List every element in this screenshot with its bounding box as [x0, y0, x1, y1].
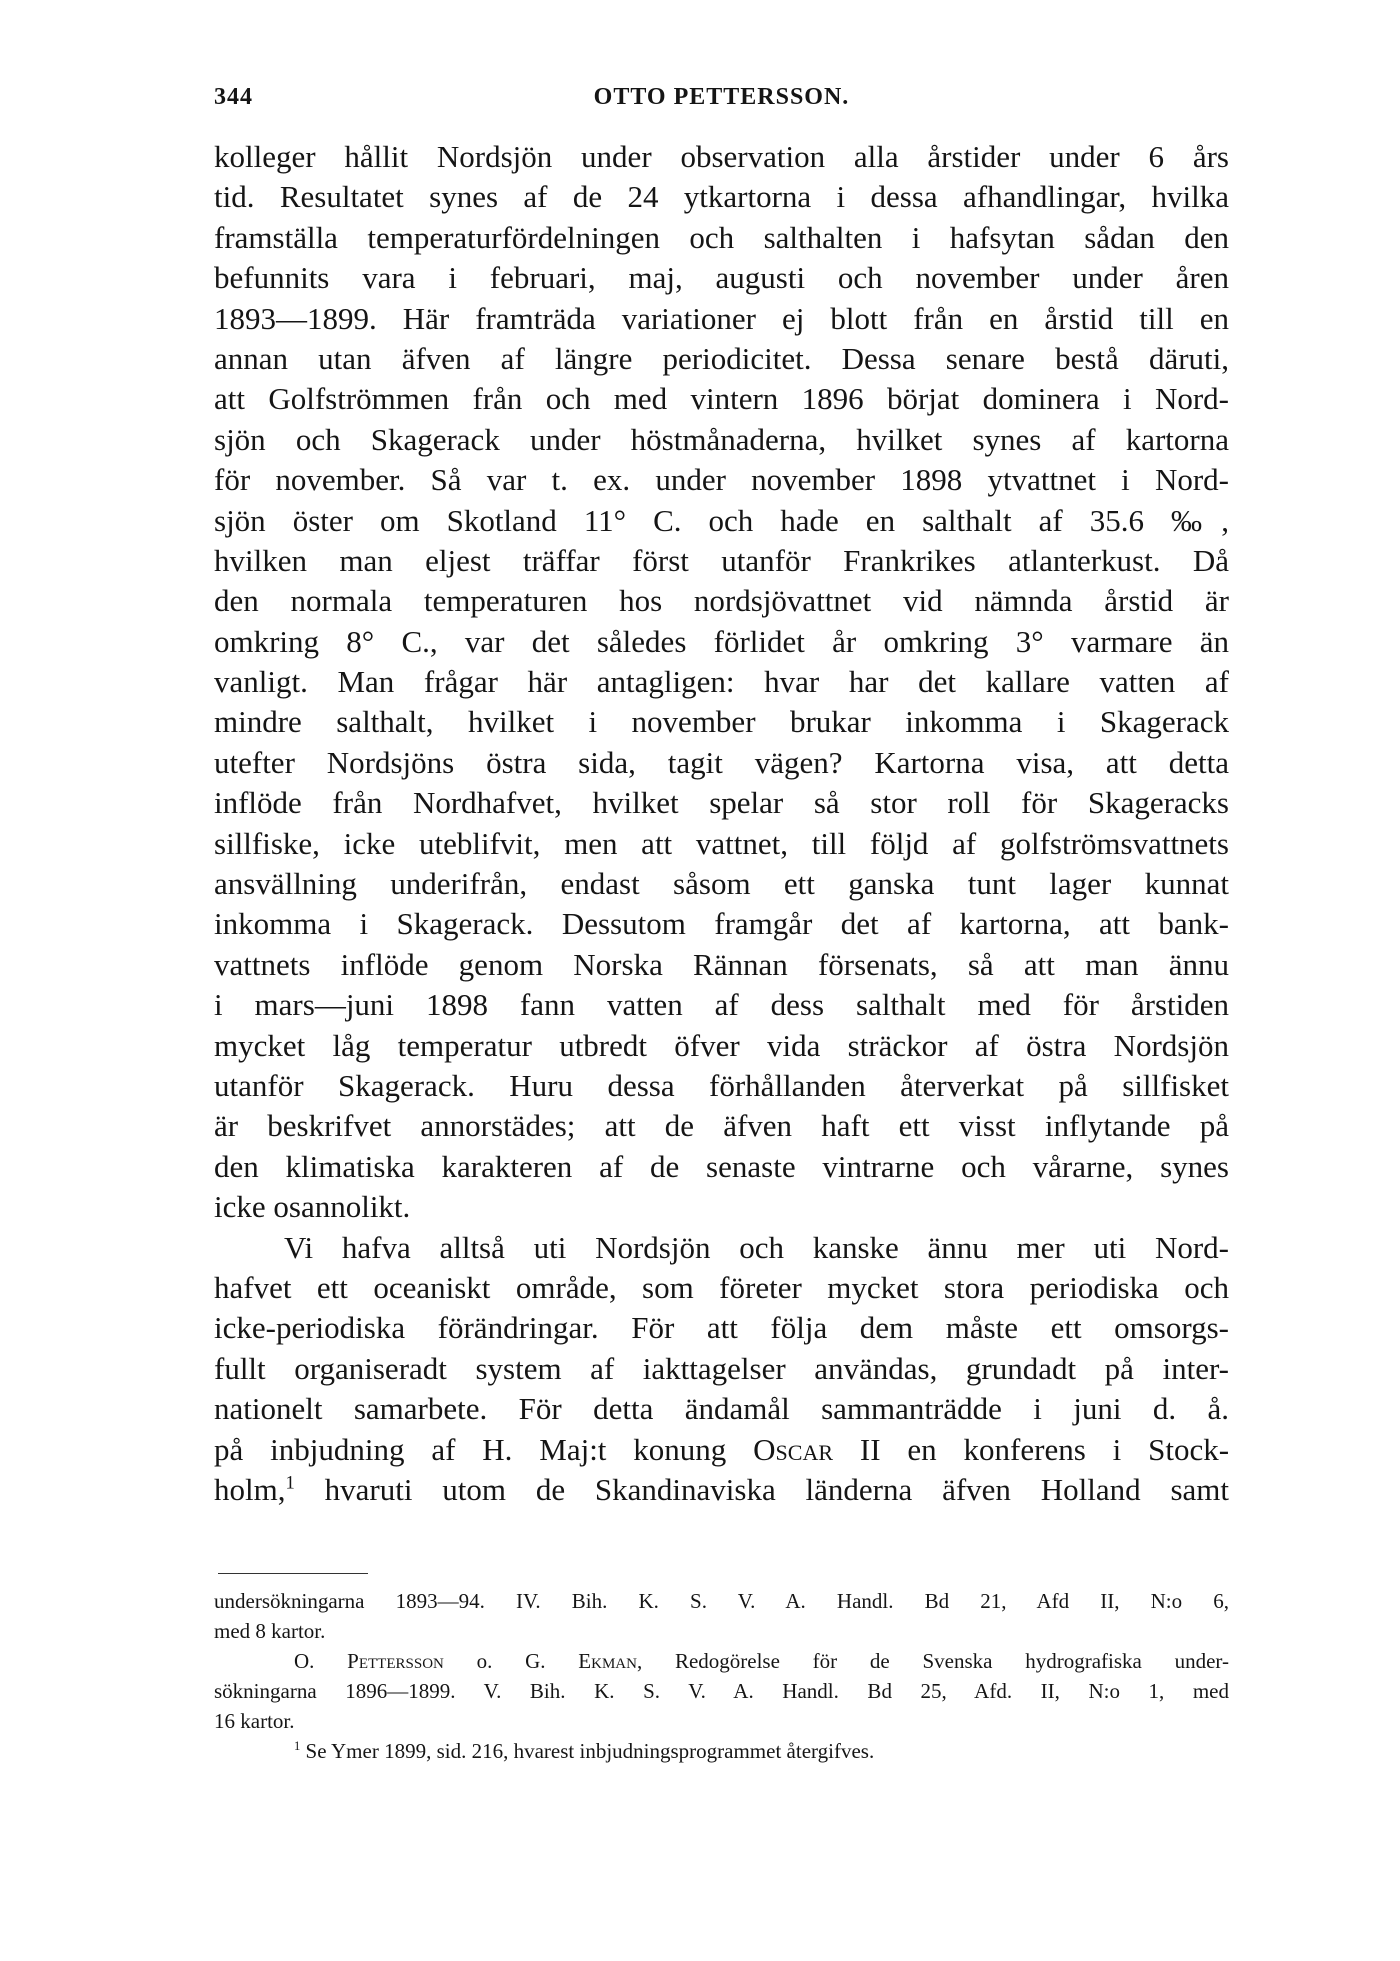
text-line: är beskrifvet annorstädes; att de äfven haft ett visst inflytande på	[214, 1108, 1229, 1144]
text-line: den normala temperaturen hos nordsjövattnet vid nämnda årstid är	[214, 583, 1229, 619]
text-line: vattnets inflöde genom Norska Rännan försenats, så att man ännu	[214, 946, 1229, 982]
text-line: hvilken man eljest träffar först utanför Frankrikes atlanterkust. Då	[214, 542, 1229, 578]
text-line: utefter Nordsjöns östra sida, tagit vägen? Kartorna visa, att detta	[214, 744, 1229, 780]
text-line: framställa temperaturfördelningen och salthalten i hafsytan sådan den	[214, 219, 1229, 255]
text-line: mindre salthalt, hvilket i november brukar inkomma i Skagerack	[214, 704, 1229, 740]
footnote-line: undersökningarna 1893—94. IV. Bih. K. S. V. A. Handl. Bd 21, Afd II, N:o 6,	[214, 1589, 1229, 1613]
text-line: fullt organiseradt system af iakttagelser användas, grundadt på inter-	[214, 1350, 1229, 1386]
text-line: omkring 8° C., var det således förlidet år omkring 3° varmare än	[214, 623, 1229, 659]
small-caps-name: Ekman	[578, 1649, 637, 1673]
text-segment: holm,	[214, 1471, 286, 1507]
text-line: vanligt. Man frågar här antagligen: hvar har det kallare vatten af	[214, 664, 1229, 700]
page-number: 344	[214, 84, 253, 110]
footnote-segment: O.	[294, 1649, 315, 1673]
text-segment: på inbjudning af H. Maj:t konung	[214, 1431, 727, 1467]
text-line: sjön öster om Skotland 11° C. och hade en salthalt af 35.6 ‰,	[214, 502, 1229, 538]
footnote-marker: 1	[285, 1472, 295, 1494]
page-header	[214, 84, 1229, 118]
text-line: kolleger hållit Nordsjön under observation alla årstider under 6 års	[214, 139, 1229, 174]
small-caps-name: Pettersson	[347, 1649, 444, 1673]
footnote-segment: o. G.	[476, 1649, 546, 1673]
text-line	[214, 1430, 1229, 1470]
text-line: i mars—juni 1898 fann vatten af dess salthalt med för årstiden	[214, 987, 1229, 1023]
body-text	[214, 137, 1229, 1510]
text-line: inflöde från Nordhafvet, hvilket spelar så stor roll för Skageracks	[214, 785, 1229, 821]
text-line: för november. Så var t. ex. under november 1898 ytvattnet i Nord-	[214, 462, 1229, 498]
text-line: inkomma i Skagerack. Dessutom framgår det af kartorna, att bank-	[214, 906, 1229, 942]
text-line: utanför Skagerack. Huru dessa förhållanden återverkat på sillfisket	[214, 1067, 1229, 1103]
footnote-segment: , Redogörelse för de Svenska hydrografiska under-	[636, 1649, 1229, 1673]
text-line: hafvet ett oceaniskt område, som företer mycket stora periodiska och	[214, 1269, 1229, 1305]
text-line: ansvällning underifrån, endast såsom ett ganska tunt lager kunnat	[214, 866, 1229, 902]
footnote-line: 16 kartor.	[214, 1709, 295, 1733]
text-line: sillfiske, icke uteblifvit, men att vattnet, till följd af golfströmsvattnets	[214, 825, 1229, 861]
footnote-segment: Se Ymer 1899, sid. 216, hvarest inbjudningsprogrammet återgifves.	[305, 1739, 875, 1763]
text-line	[214, 1470, 1229, 1510]
text-line: tid. Resultatet synes af de 24 ytkartorna i dessa afhandlingar, hvilka	[214, 179, 1229, 215]
footnotes	[214, 1586, 1229, 1766]
footnote-line	[214, 1646, 1229, 1676]
text-line: nationelt samarbete. För detta ändamål sammanträdde i juni d. å.	[214, 1391, 1229, 1427]
text-line: Vi hafva alltså uti Nordsjön och kanske ännu mer uti Nord-	[284, 1229, 1229, 1265]
text-line: icke osannolikt.	[214, 1189, 411, 1225]
text-line: annan utan äfven af längre periodicitet. Dessa senare bestå däruti,	[214, 340, 1229, 376]
running-head: OTTO PETTERSSON.	[593, 84, 850, 110]
footnote-line: sökningarna 1896—1899. V. Bih. K. S. V. A. Handl. Bd 25, Afd. II, N:o 1, med	[214, 1679, 1229, 1703]
text-line: befunnits vara i februari, maj, augusti och november under åren	[214, 260, 1229, 296]
text-line: sjön och Skagerack under höstmånaderna, hvilket synes af kartorna	[214, 421, 1229, 457]
text-line: att Golfströmmen från och med vintern 1896 börjat dominera i Nord-	[214, 381, 1229, 417]
footnote-rule	[218, 1573, 368, 1574]
footnote-marker: 1	[294, 1739, 301, 1753]
text-line: mycket låg temperatur utbredt öfver vida sträckor af östra Nordsjön	[214, 1027, 1229, 1063]
text-line: icke-periodiska förändringar. För att följa dem måste ett omsorgs-	[214, 1310, 1229, 1346]
footnote-line: med 8 kartor.	[214, 1619, 326, 1643]
small-caps-name: Oscar	[753, 1431, 834, 1467]
text-segment: II en konferens i Stock-	[859, 1431, 1230, 1467]
text-line: 1893—1899. Här framträda variationer ej blott från en årstid till en	[214, 300, 1229, 336]
text-line: den klimatiska karakteren af de senaste vintrarne och vårarne, synes	[214, 1148, 1229, 1184]
footnote-line	[214, 1736, 1229, 1766]
text-segment: hvaruti utom de Skandinaviska länderna äfven Holland samt	[324, 1471, 1230, 1507]
